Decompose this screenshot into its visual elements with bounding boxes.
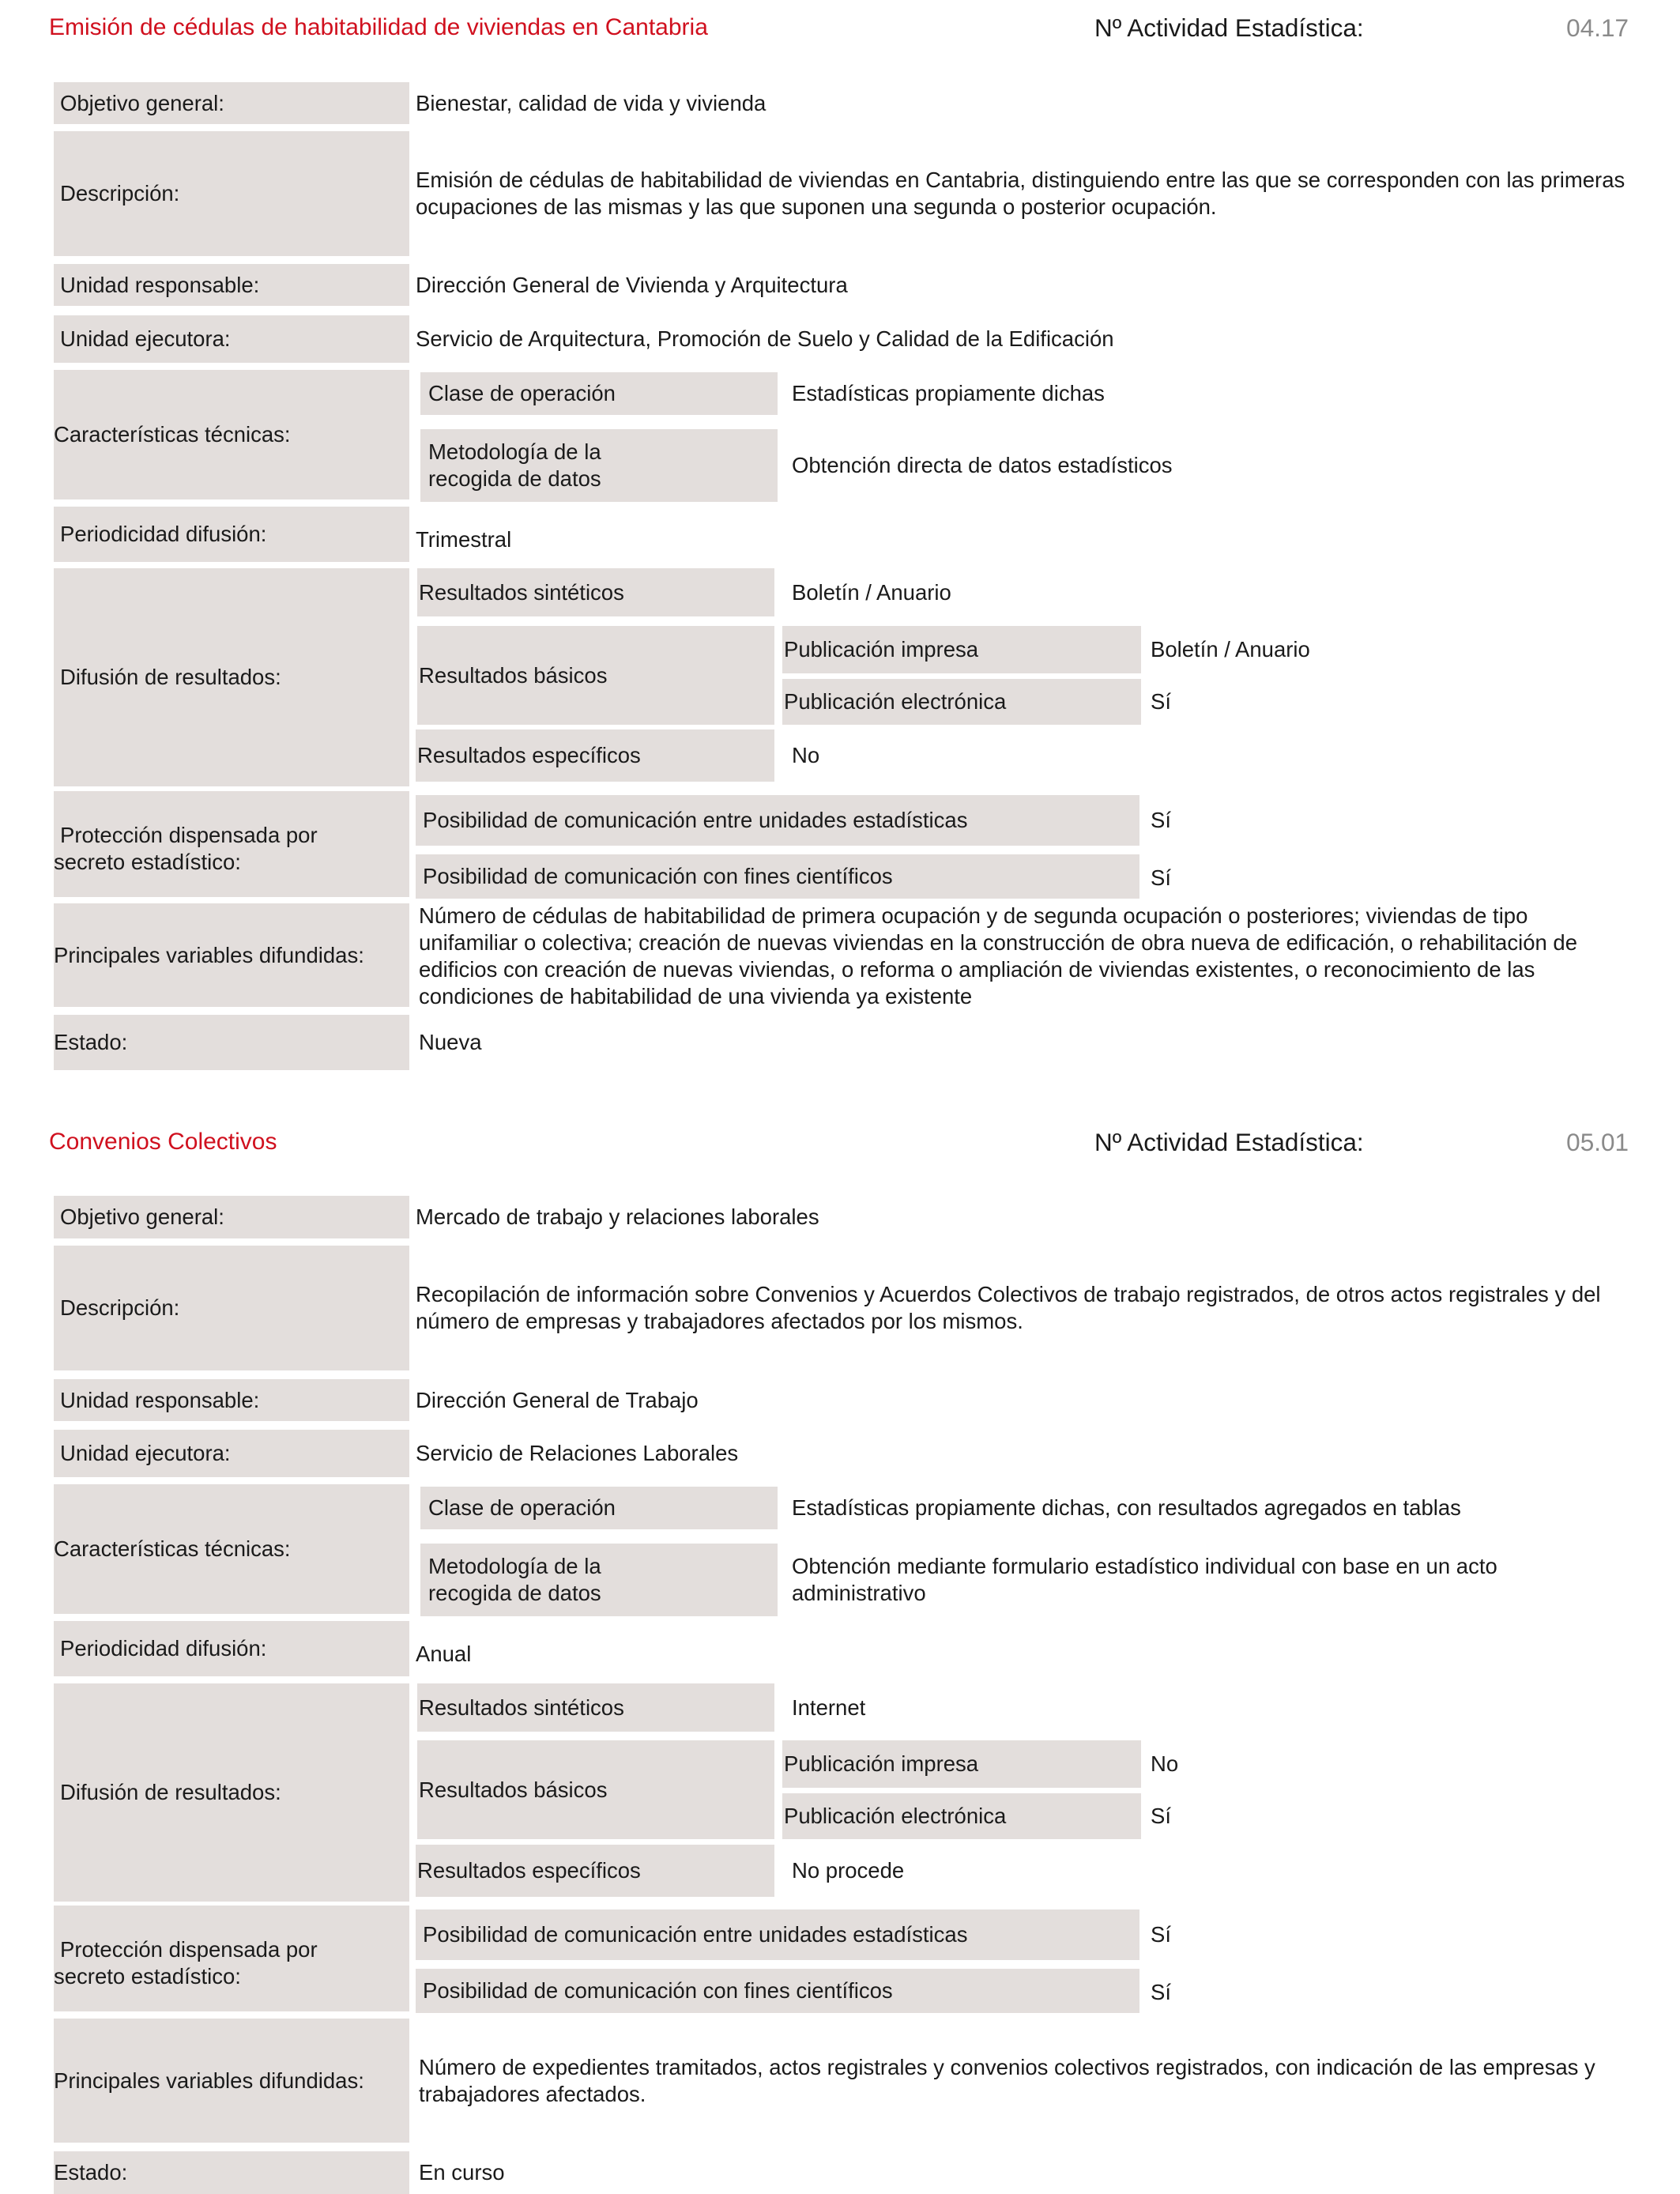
basicos-label: Resultados básicos: [417, 626, 774, 725]
variables-value: [419, 2019, 1633, 2143]
clase-operacion-label: Clase de operación: [420, 1487, 778, 1529]
difusion-label: Difusión de resultados:: [54, 568, 409, 786]
comunicacion-cientificos-label: Posibilidad de comunicación con fines científicos: [416, 854, 1139, 899]
variables-label: Principales variables difundidas:: [54, 2019, 409, 2143]
comunicacion-unidades-label: Posibilidad de comunicación entre unidades estadísticas: [416, 795, 1139, 846]
unidad-ejecutora-value: Servicio de Arquitectura, Promoción de Suelo y Calidad de la Edificación: [416, 326, 1114, 351]
comunicacion-cientificos-value: Sí: [1151, 1980, 1171, 2004]
periodicidad-value: Anual: [416, 1642, 472, 1666]
publicacion-impresa-label: Publicación impresa: [782, 626, 1141, 673]
clase-operacion-value: Estadísticas propiamente dichas, con resultados agregados en tablas: [792, 1495, 1461, 1520]
objetivo-value: Bienestar, calidad de vida y vivienda: [416, 90, 767, 115]
especificos-label: Resultados específicos: [416, 729, 774, 782]
objetivo-label: Objetivo general:: [54, 1196, 409, 1238]
metodologia-label: [420, 429, 778, 502]
descripcion-text: Emisión de cédulas de habitabilidad de viviendas en Cantabria, distinguiendo entre las que se corresponden con las primeras ocupaciones de las mismas y las que suponen una segunda o posterior ocupación.: [416, 168, 1625, 219]
comunicacion-unidades-label: Posibilidad de comunicación entre unidades estadísticas: [416, 1909, 1139, 1960]
comunicacion-unidades-value: Sí: [1151, 808, 1171, 832]
periodicidad-label: Periodicidad difusión:: [54, 507, 409, 562]
unidad-responsable-label: Unidad responsable:: [54, 264, 409, 306]
variables-label: Principales variables difundidas:: [54, 903, 409, 1007]
difusion-label: Difusión de resultados:: [54, 1683, 409, 1902]
comunicacion-unidades-value: Sí: [1151, 1922, 1171, 1947]
estado-label: Estado:: [54, 2151, 409, 2194]
metodologia-label: [420, 1544, 778, 1616]
objetivo-value: Mercado de trabajo y relaciones laborales: [416, 1204, 819, 1229]
especificos-label: Resultados específicos: [416, 1845, 774, 1897]
activity-number-value: 04.17: [1566, 13, 1629, 42]
metodologia-value: Obtención directa de datos estadísticos: [792, 453, 1173, 477]
unidad-responsable-value: Dirección General de Vivienda y Arquitectura: [416, 272, 848, 297]
clase-operacion-value: Estadísticas propiamente dichas: [792, 381, 1105, 405]
proteccion-label: [54, 791, 409, 897]
publicacion-electronica-label: Publicación electrónica: [782, 1793, 1141, 1839]
estado-value: Nueva: [419, 1030, 482, 1054]
metodologia-text: Metodología de la recogida de datos: [428, 1554, 601, 1605]
basicos-label: Resultados básicos: [417, 1740, 774, 1839]
descripcion-text: Recopilación de información sobre Convenios y Acuerdos Colectivos de trabajo registrados, de otros actos registrales y del número de empresas y trabajadores afectados por los mismos.: [416, 1282, 1601, 1333]
section-title: Emisión de cédulas de habitabilidad de viviendas en Cantabria: [49, 14, 708, 40]
section-title: Convenios Colectivos: [49, 1129, 277, 1155]
periodicidad-label: Periodicidad difusión:: [54, 1621, 409, 1676]
publicacion-electronica-value: Sí: [1151, 689, 1171, 714]
publicacion-impresa-label: Publicación impresa: [782, 1740, 1141, 1788]
sinteticos-label: Resultados sintéticos: [417, 568, 774, 616]
proteccion-label: [54, 1906, 409, 2011]
caracteristicas-label: Características técnicas:: [54, 370, 409, 499]
metodologia-value: [792, 1544, 1633, 1616]
caracteristicas-label: Características técnicas:: [54, 1484, 409, 1614]
estado-value: En curso: [419, 2160, 505, 2185]
proteccion-text: Protección dispensada por secreto estadístico:: [54, 823, 318, 874]
sinteticos-value: Internet: [792, 1695, 866, 1720]
proteccion-text: Protección dispensada por secreto estadístico:: [54, 1937, 318, 1989]
variables-text: Número de expedientes tramitados, actos registrales y convenios colectivos registrados, con indicación de las empresas y trabajadores afectados.: [419, 2054, 1595, 2106]
sinteticos-label: Resultados sintéticos: [417, 1683, 774, 1732]
especificos-value: No procede: [792, 1858, 905, 1883]
variables-text: Número de cédulas de habitabilidad de primera ocupación y de segunda ocupación o posteriores; viviendas de tipo unifamiliar o colectiva; creación de nuevas viviendas en la construcción de obra nueva de edificación, o rehabilitación de edificios con creación de nuevas viviendas, o reforma o ampliación de viviendas existentes, o reconocimiento de las condiciones de habitabilidad de una vivienda ya existente: [419, 903, 1578, 1008]
publicacion-electronica-value: Sí: [1151, 1804, 1171, 1828]
metodologia-text: Metodología de la recogida de datos: [428, 439, 601, 491]
publicacion-electronica-label: Publicación electrónica: [782, 679, 1141, 725]
comunicacion-cientificos-value: Sí: [1151, 865, 1171, 890]
comunicacion-cientificos-label: Posibilidad de comunicación con fines científicos: [416, 1969, 1139, 2013]
clase-operacion-label: Clase de operación: [420, 372, 778, 415]
activity-number-label: Nº Actividad Estadística:: [1094, 1128, 1364, 1156]
unidad-ejecutora-label: Unidad ejecutora:: [54, 1430, 409, 1477]
unidad-ejecutora-value: Servicio de Relaciones Laborales: [416, 1441, 739, 1465]
unidad-responsable-value: Dirección General de Trabajo: [416, 1387, 699, 1412]
unidad-ejecutora-label: Unidad ejecutora:: [54, 315, 409, 363]
especificos-value: No: [792, 743, 820, 767]
descripcion-label: Descripción:: [54, 1246, 409, 1370]
descripcion-value: [416, 1246, 1633, 1370]
descripcion-label: Descripción:: [54, 131, 409, 256]
publicacion-impresa-value: No: [1151, 1751, 1179, 1776]
periodicidad-value: Trimestral: [416, 527, 512, 552]
estado-label: Estado:: [54, 1015, 409, 1070]
activity-number-value: 05.01: [1566, 1128, 1629, 1156]
metodologia-text: Obtención mediante formulario estadístico individual con base en un acto administrativo: [792, 1554, 1497, 1605]
objetivo-label: Objetivo general:: [54, 82, 409, 124]
publicacion-impresa-value: Boletín / Anuario: [1151, 637, 1310, 662]
sinteticos-value: Boletín / Anuario: [792, 579, 951, 605]
activity-number-label: Nº Actividad Estadística:: [1094, 13, 1364, 42]
unidad-responsable-label: Unidad responsable:: [54, 1379, 409, 1421]
variables-value: [419, 903, 1633, 1010]
descripcion-value: [416, 131, 1633, 256]
